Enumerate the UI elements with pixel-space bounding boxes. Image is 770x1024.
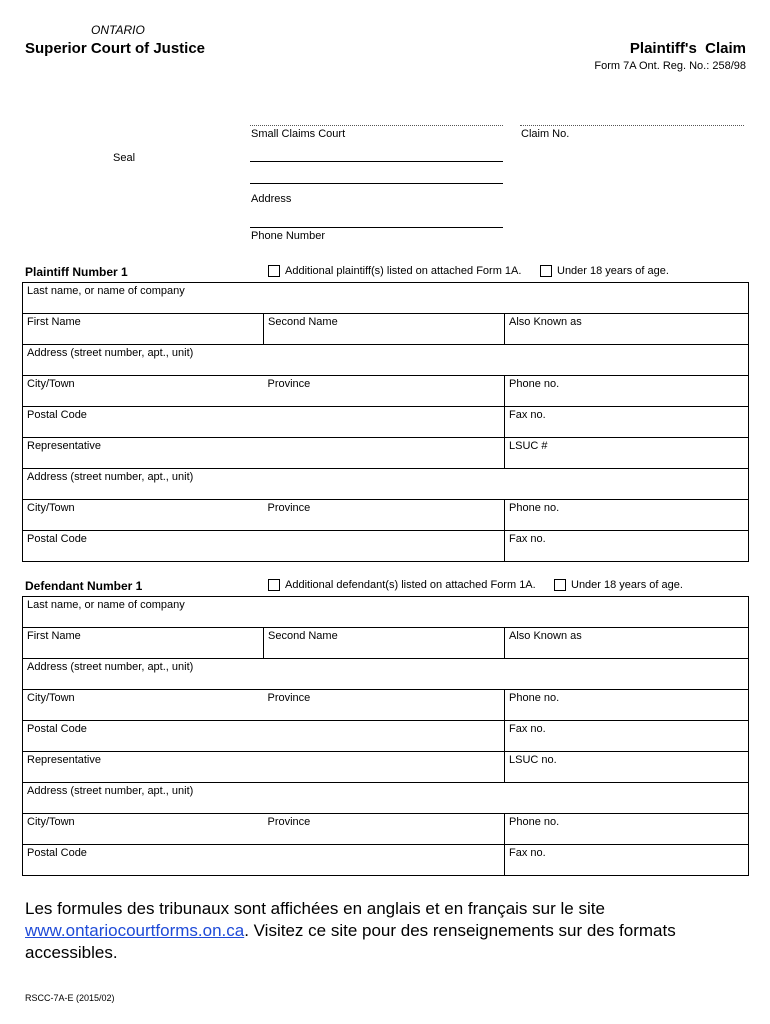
plaintiff-rep-address-field[interactable] bbox=[23, 469, 749, 500]
field-label: Last name, or name of company bbox=[27, 599, 185, 611]
field-label: Also Known as bbox=[509, 316, 582, 328]
form-code: RSCC-7A-E (2015/02) bbox=[25, 993, 115, 1003]
field-label: Also Known as bbox=[509, 630, 582, 642]
form-title: Plaintiff's Claim bbox=[629, 40, 746, 57]
defendant-rep-address-field[interactable] bbox=[23, 783, 749, 814]
field-label: City/Town bbox=[27, 502, 75, 514]
french-notice bbox=[25, 898, 745, 964]
jurisdiction-label: ONTARIO bbox=[91, 23, 145, 37]
defendant-rep-postal-field[interactable] bbox=[23, 845, 505, 876]
plaintiff-fax-field[interactable] bbox=[505, 407, 749, 438]
defendant-under18-label: Under 18 years of age. bbox=[571, 579, 683, 591]
court-name: Superior Court of Justice bbox=[25, 40, 206, 57]
defendant-rep-province-field[interactable] bbox=[264, 814, 505, 845]
field-label: Address (street number, apt., unit) bbox=[27, 471, 194, 483]
plaintiff-aka-field[interactable] bbox=[505, 314, 749, 345]
field-label: City/Town bbox=[27, 692, 75, 704]
plaintiff-phone-field[interactable] bbox=[505, 376, 749, 407]
court-address-label: Address bbox=[251, 193, 292, 205]
plaintiff-additional-checkbox[interactable] bbox=[268, 265, 280, 277]
field-label: Province bbox=[267, 692, 311, 704]
plaintiff-under18-checkbox[interactable] bbox=[540, 265, 552, 277]
defendant-last-name-field[interactable] bbox=[23, 597, 749, 628]
field-label: Address (street number, apt., unit) bbox=[27, 785, 194, 797]
defendant-rep-phone-field[interactable] bbox=[505, 814, 749, 845]
defendant-aka-field[interactable] bbox=[505, 628, 749, 659]
field-label: LSUC no. bbox=[509, 754, 557, 766]
defendant-additional-checkbox[interactable] bbox=[268, 579, 280, 591]
field-label: Phone no. bbox=[509, 692, 560, 704]
field-label: Fax no. bbox=[509, 723, 546, 735]
court-phone-line[interactable] bbox=[250, 227, 503, 228]
seal-label: Seal bbox=[113, 152, 136, 164]
plaintiff-rep-city-field[interactable] bbox=[23, 500, 264, 531]
field-label: Province bbox=[267, 502, 311, 514]
plaintiff-row-names bbox=[23, 314, 749, 345]
plaintiff-city-field[interactable] bbox=[23, 376, 264, 407]
field-label: Province bbox=[267, 378, 311, 390]
small-claims-court-label: Small Claims Court bbox=[251, 128, 346, 140]
field-label: Phone no. bbox=[509, 378, 560, 390]
plaintiff-province-field[interactable] bbox=[264, 376, 505, 407]
field-label: Representative bbox=[27, 440, 101, 452]
defendant-additional-label: Additional defendant(s) listed on attached Form 1A. bbox=[285, 579, 536, 591]
french-notice-line1: Les formules des tribunaux sont affichées en anglais et en français sur le site bbox=[25, 899, 605, 918]
field-label: Fax no. bbox=[509, 533, 546, 545]
defendant-phone-field[interactable] bbox=[505, 690, 749, 721]
field-label: First Name bbox=[27, 316, 81, 328]
defendant-rep-city-field[interactable] bbox=[23, 814, 264, 845]
plaintiff-second-name-field[interactable] bbox=[264, 314, 505, 345]
plaintiff-rep-phone-field[interactable] bbox=[505, 500, 749, 531]
court-address-line-2[interactable] bbox=[250, 183, 503, 184]
plaintiff-representative-field[interactable] bbox=[23, 438, 505, 469]
defendant-province-field[interactable] bbox=[264, 690, 505, 721]
defendant-representative-field[interactable] bbox=[23, 752, 505, 783]
field-label: Representative bbox=[27, 754, 101, 766]
field-label: City/Town bbox=[27, 816, 75, 828]
field-label: Last name, or name of company bbox=[27, 285, 185, 297]
plaintiff-additional-label: Additional plaintiff(s) listed on attached Form 1A. bbox=[285, 265, 522, 277]
plaintiff-row-last-name bbox=[23, 283, 749, 314]
field-label: Second Name bbox=[268, 630, 338, 642]
plaintiff-address-field[interactable] bbox=[23, 345, 749, 376]
field-label: LSUC # bbox=[509, 440, 548, 452]
court-address-line-1[interactable] bbox=[250, 161, 503, 162]
field-label: Fax no. bbox=[509, 409, 546, 421]
defendant-fax-field[interactable] bbox=[505, 721, 749, 752]
plaintiff-rep-fax-field[interactable] bbox=[505, 531, 749, 562]
french-notice-line3: accessibles. bbox=[25, 943, 118, 962]
defendant-under18-checkbox[interactable] bbox=[554, 579, 566, 591]
plaintiff-under18-label: Under 18 years of age. bbox=[557, 265, 669, 277]
field-label: Fax no. bbox=[509, 847, 546, 859]
defendant-lsuc-field[interactable] bbox=[505, 752, 749, 783]
field-label: Phone no. bbox=[509, 502, 560, 514]
french-notice-line2: . Visitez ce site pour des renseignements sur des formats bbox=[244, 921, 676, 940]
plaintiff-first-name-field[interactable] bbox=[23, 314, 264, 345]
defendant-second-name-field[interactable] bbox=[264, 628, 505, 659]
field-label: City/Town bbox=[27, 378, 75, 390]
defendant-city-field[interactable] bbox=[23, 690, 264, 721]
claim-no-label: Claim No. bbox=[521, 128, 570, 140]
ontario-court-forms-link[interactable]: www.ontariocourtforms.on.ca bbox=[25, 921, 245, 940]
plaintiff-lsuc-field[interactable] bbox=[505, 438, 749, 469]
defendant-section-title: Defendant Number 1 bbox=[25, 579, 143, 593]
field-label: First Name bbox=[27, 630, 81, 642]
court-name-field-line[interactable] bbox=[250, 125, 503, 126]
form-number: Form 7A Ont. Reg. No.: 258/98 bbox=[594, 60, 746, 72]
plaintiff-rep-province-field[interactable] bbox=[264, 500, 505, 531]
claim-no-field-line[interactable] bbox=[520, 125, 744, 126]
plaintiff-last-name-field[interactable] bbox=[23, 283, 749, 314]
field-label: Address (street number, apt., unit) bbox=[27, 661, 194, 673]
plaintiff-rep-postal-field[interactable] bbox=[23, 531, 505, 562]
court-phone-label: Phone Number bbox=[251, 230, 325, 242]
field-label: Address (street number, apt., unit) bbox=[27, 347, 194, 359]
field-label: Postal Code bbox=[27, 533, 87, 545]
field-label: Postal Code bbox=[27, 723, 87, 735]
defendant-table bbox=[22, 596, 749, 876]
defendant-postal-field[interactable] bbox=[23, 721, 505, 752]
defendant-rep-fax-field[interactable] bbox=[505, 845, 749, 876]
plaintiff-table bbox=[22, 282, 749, 562]
field-label: Province bbox=[267, 816, 311, 828]
field-label: Second Name bbox=[268, 316, 338, 328]
defendant-first-name-field[interactable] bbox=[23, 628, 264, 659]
plaintiff-section-title: Plaintiff Number 1 bbox=[25, 265, 128, 279]
field-label: Postal Code bbox=[27, 847, 87, 859]
field-label: Postal Code bbox=[27, 409, 87, 421]
plaintiff-postal-field[interactable] bbox=[23, 407, 505, 438]
defendant-address-field[interactable] bbox=[23, 659, 749, 690]
field-label: Phone no. bbox=[509, 816, 560, 828]
